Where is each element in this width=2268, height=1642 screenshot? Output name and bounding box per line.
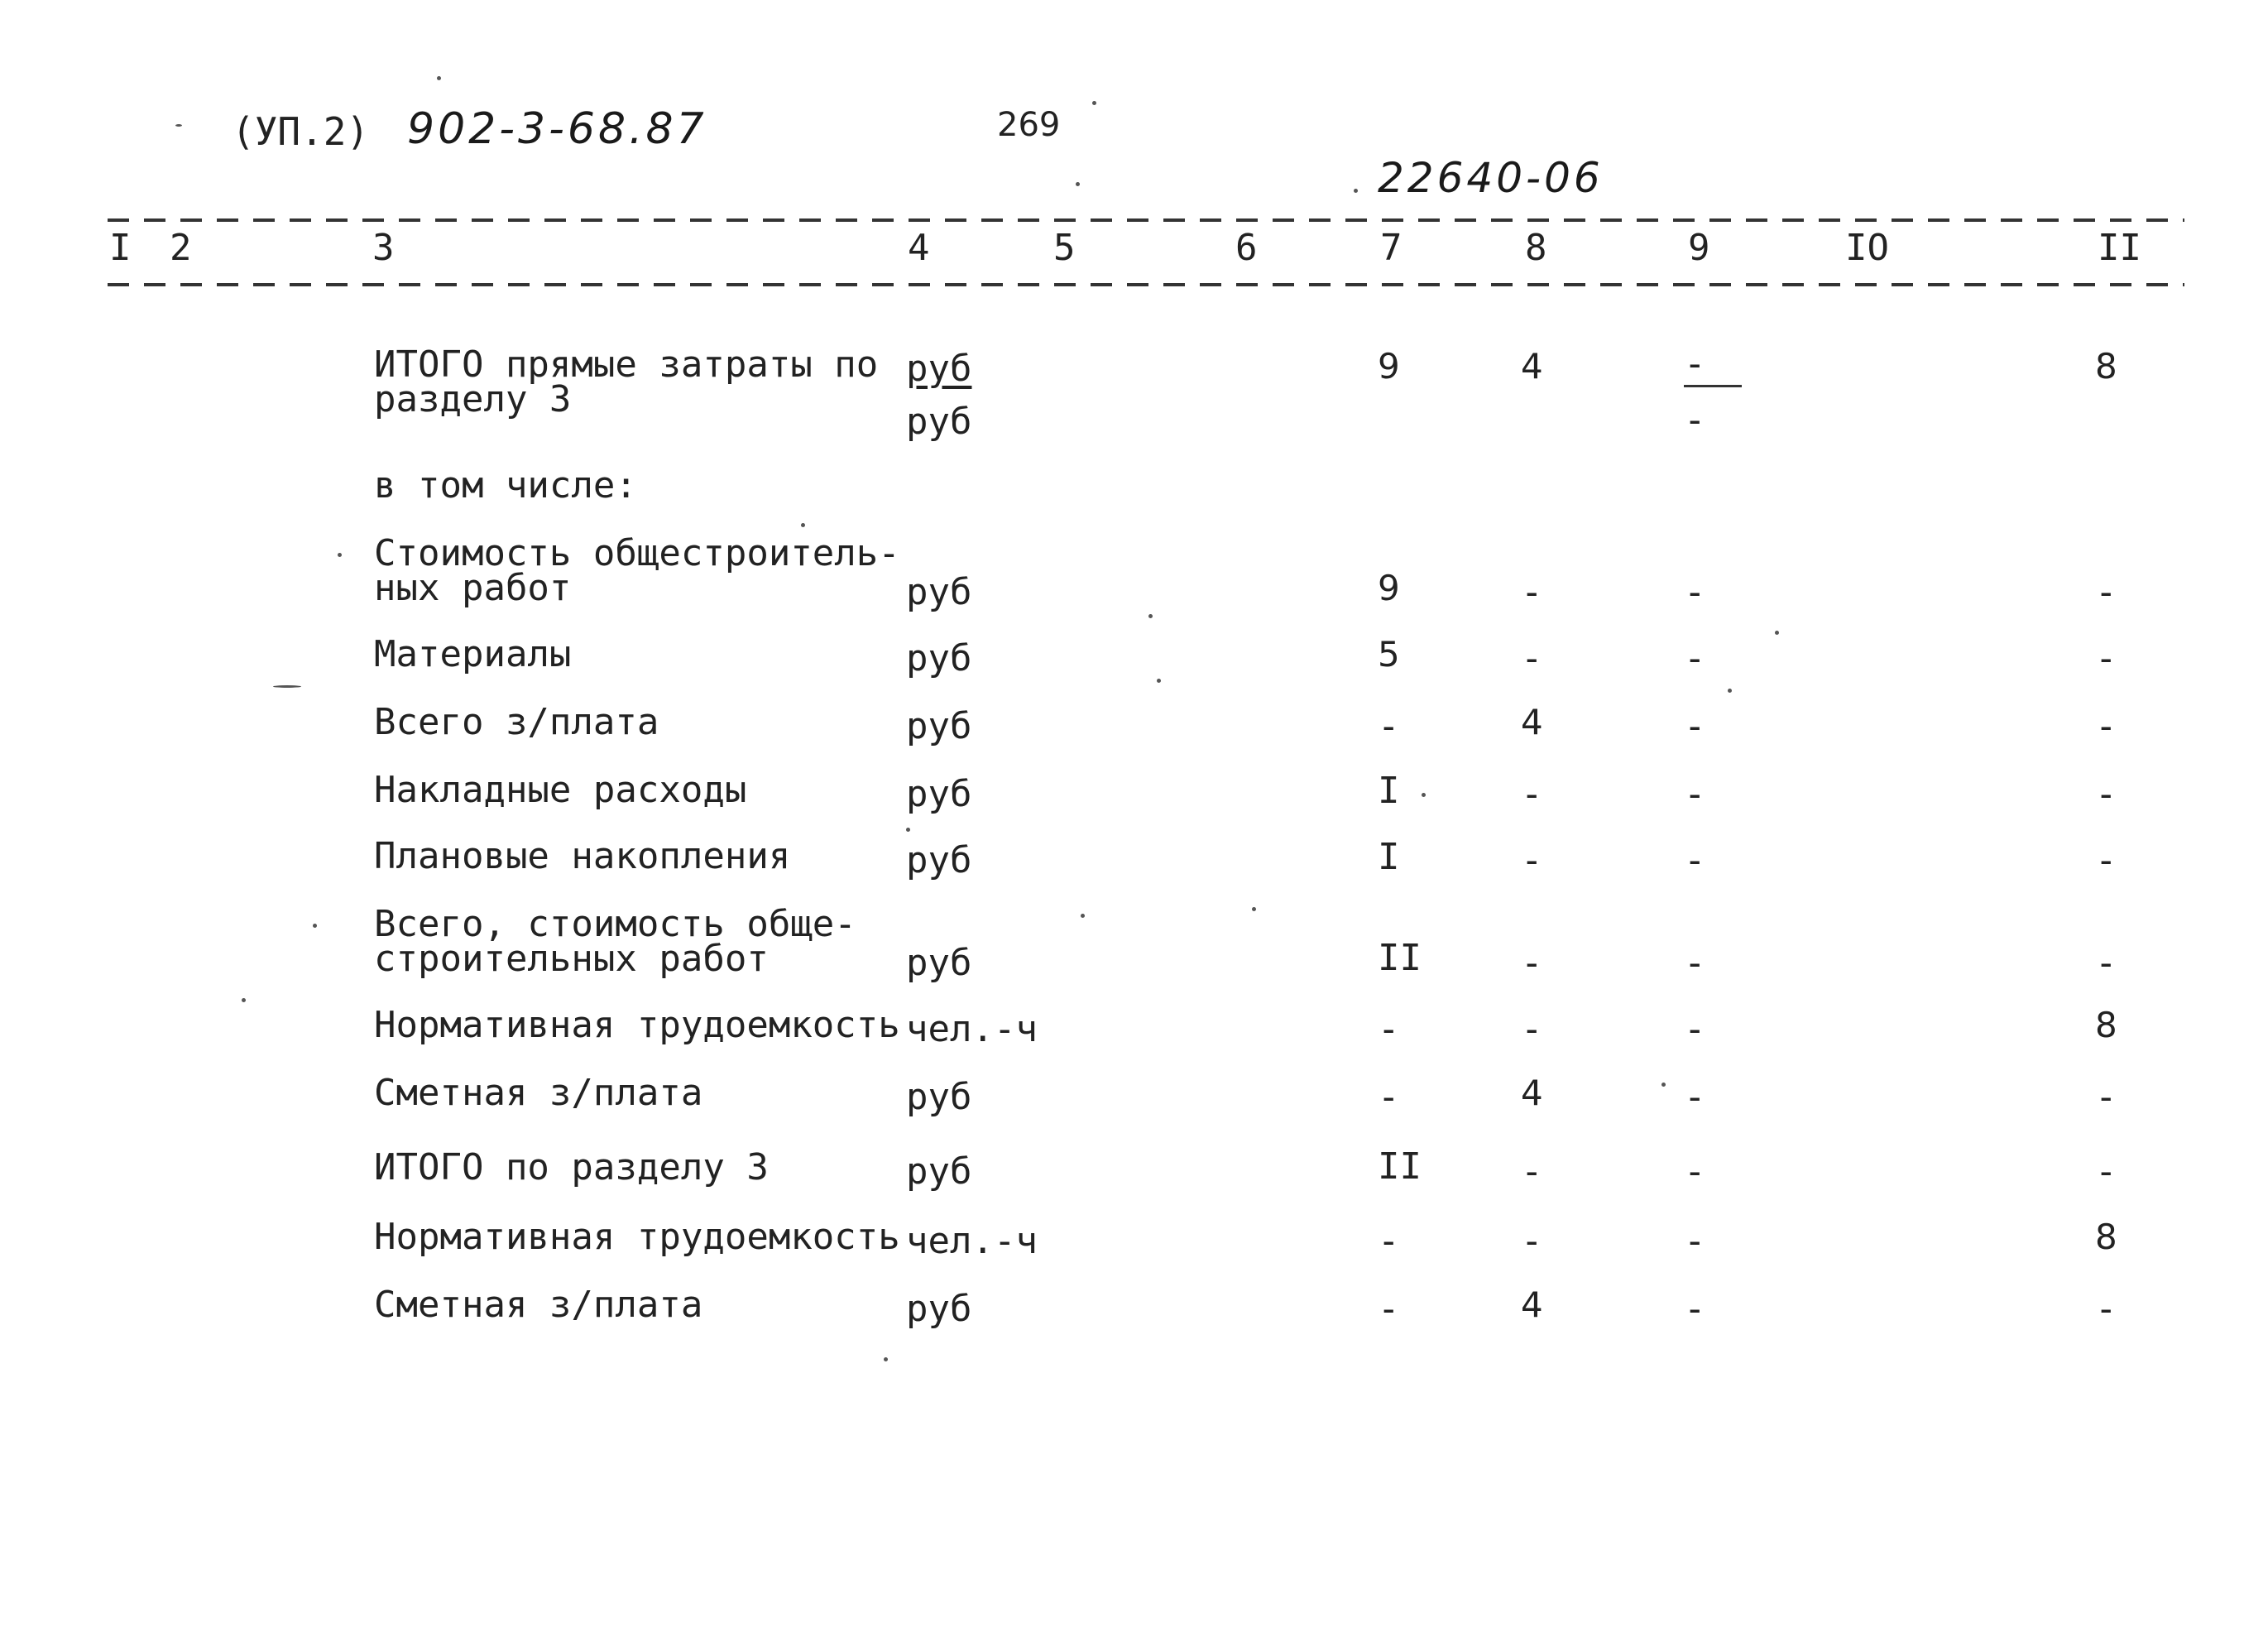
scan-speck [884,1357,888,1361]
code-prefix: (УП.2) [232,109,370,154]
value-col7: II [1378,1145,1422,1188]
row-label-cont: разделу 3 [374,378,572,420]
scan-speck [1661,1083,1666,1087]
scan-speck [1354,189,1358,193]
row-label: Материалы [374,633,572,675]
sheet-code: 22640-06 [1378,154,1604,202]
column-number: 7 [1380,227,1403,269]
value-col7: 5 [1378,634,1400,675]
row-label: Всего з/плата [374,701,659,743]
value-col9: - [1684,1150,1706,1193]
value-col11: - [2095,1150,2117,1193]
page-number: 269 [997,106,1061,144]
scan-speck [801,523,805,527]
scan-speck [1157,679,1161,683]
value-col8: - [1521,773,1543,815]
value-col9: - [1684,1220,1706,1262]
column-number: 2 [170,227,192,269]
column-number: 9 [1688,227,1710,269]
value-col8: - [1521,839,1543,881]
value-col7: I [1378,770,1400,812]
value-col9: - [1684,839,1706,881]
row-label: Нормативная трудоемкость [374,1216,900,1258]
column-number: 5 [1053,227,1076,269]
value-col11: - [2095,637,2117,679]
value-col11: 8 [2095,346,2117,386]
column-number: IO [1845,227,1889,269]
value-col11: - [2095,1076,2117,1118]
value-col11: 8 [2095,1217,2117,1257]
value-col8: 4 [1521,1073,1543,1113]
value-col11: - [2095,705,2117,747]
row-unit: руб [906,348,972,390]
value-col7: II [1378,937,1422,979]
row-label: Всего, стоимость обще- [374,903,856,945]
value-col7: - [1378,1220,1400,1262]
value-col9: - [1684,1076,1706,1118]
scan-speck [313,924,317,928]
row-unit: руб [906,571,972,613]
value-col8: 4 [1521,1284,1543,1325]
value-col7: - [1378,1288,1400,1330]
row-unit: руб [906,637,972,679]
value-col7: I [1378,836,1400,878]
value-col7: 9 [1378,346,1400,386]
value-col8: - [1521,942,1543,984]
value-col11: - [2095,571,2117,613]
scan-speck [906,828,910,832]
value-col8: - [1521,571,1543,613]
document-number: 902-3-68.87 [407,104,707,154]
scan-speck [1148,614,1153,618]
scan-speck [1775,631,1779,635]
row-label-cont: ных работ [374,567,572,609]
value-col9: - [1684,1288,1706,1330]
row-unit: руб [906,1076,972,1118]
scan-speck [242,998,246,1002]
value-col7: - [1378,1008,1400,1050]
scan-speck [1076,182,1080,186]
row-label: ИТОГО прямые затраты по [374,343,879,386]
row-label: Сметная з/плата [374,1284,703,1326]
value-col9: - [1684,343,1742,387]
row-unit: руб [906,705,972,747]
row-unit: чел.-ч [906,1220,1038,1262]
value-col9: - [1684,1008,1706,1050]
row-label: Нормативная трудоемкость [374,1004,900,1046]
row-label: Плановые накопления [374,835,791,877]
row-unit: руб [906,942,972,984]
header-top-rule [108,218,2184,222]
value-col7: 9 [1378,568,1400,608]
row-label: в том числе: [374,464,637,507]
value-col8: 4 [1521,346,1543,386]
value-col7: - [1378,705,1400,747]
scan-speck [437,76,441,80]
row-label: Стоимость общестроитель- [374,532,900,574]
value-col7: - [1378,1076,1400,1118]
scan-speck [1081,914,1085,918]
value-col9: - [1684,942,1706,984]
value-col11: - [2095,773,2117,815]
column-number: II [2098,227,2141,269]
value-col9: - [1684,399,1706,441]
row-label: ИТОГО по разделу 3 [374,1146,769,1188]
column-number: 4 [908,227,930,269]
row-unit: руб [906,401,972,443]
scan-speck [338,553,342,557]
value-col8: - [1521,637,1543,679]
row-unit: руб [906,839,972,881]
header-bottom-rule [108,283,2184,286]
scan-speck [273,685,301,688]
column-number: 6 [1235,227,1258,269]
row-unit: чел.-ч [906,1008,1038,1050]
scan-speck [1252,907,1256,911]
column-number: 3 [372,227,395,269]
column-number: 8 [1525,227,1547,269]
column-number: I [109,227,132,269]
value-col11: - [2095,942,2117,984]
value-col9: - [1684,773,1706,815]
row-unit: руб [906,1288,972,1330]
value-col8: - [1521,1008,1543,1050]
value-col8: - [1521,1220,1543,1262]
value-col11: - [2095,1288,2117,1330]
value-col11: 8 [2095,1005,2117,1045]
value-col8: 4 [1521,702,1543,742]
value-col11: - [2095,839,2117,881]
scan-speck [175,124,182,127]
row-unit: руб [906,1150,972,1193]
row-unit: руб [906,773,972,815]
scan-speck [1728,689,1732,693]
value-col9: - [1684,571,1706,613]
row-label: Сметная з/плата [374,1072,703,1114]
row-label-cont: строительных работ [374,938,769,980]
value-col9: - [1684,637,1706,679]
value-col8: - [1521,1150,1543,1193]
value-col9: - [1684,705,1706,747]
scan-speck [1422,793,1426,797]
row-label: Накладные расходы [374,769,747,811]
scan-speck [1092,101,1096,105]
